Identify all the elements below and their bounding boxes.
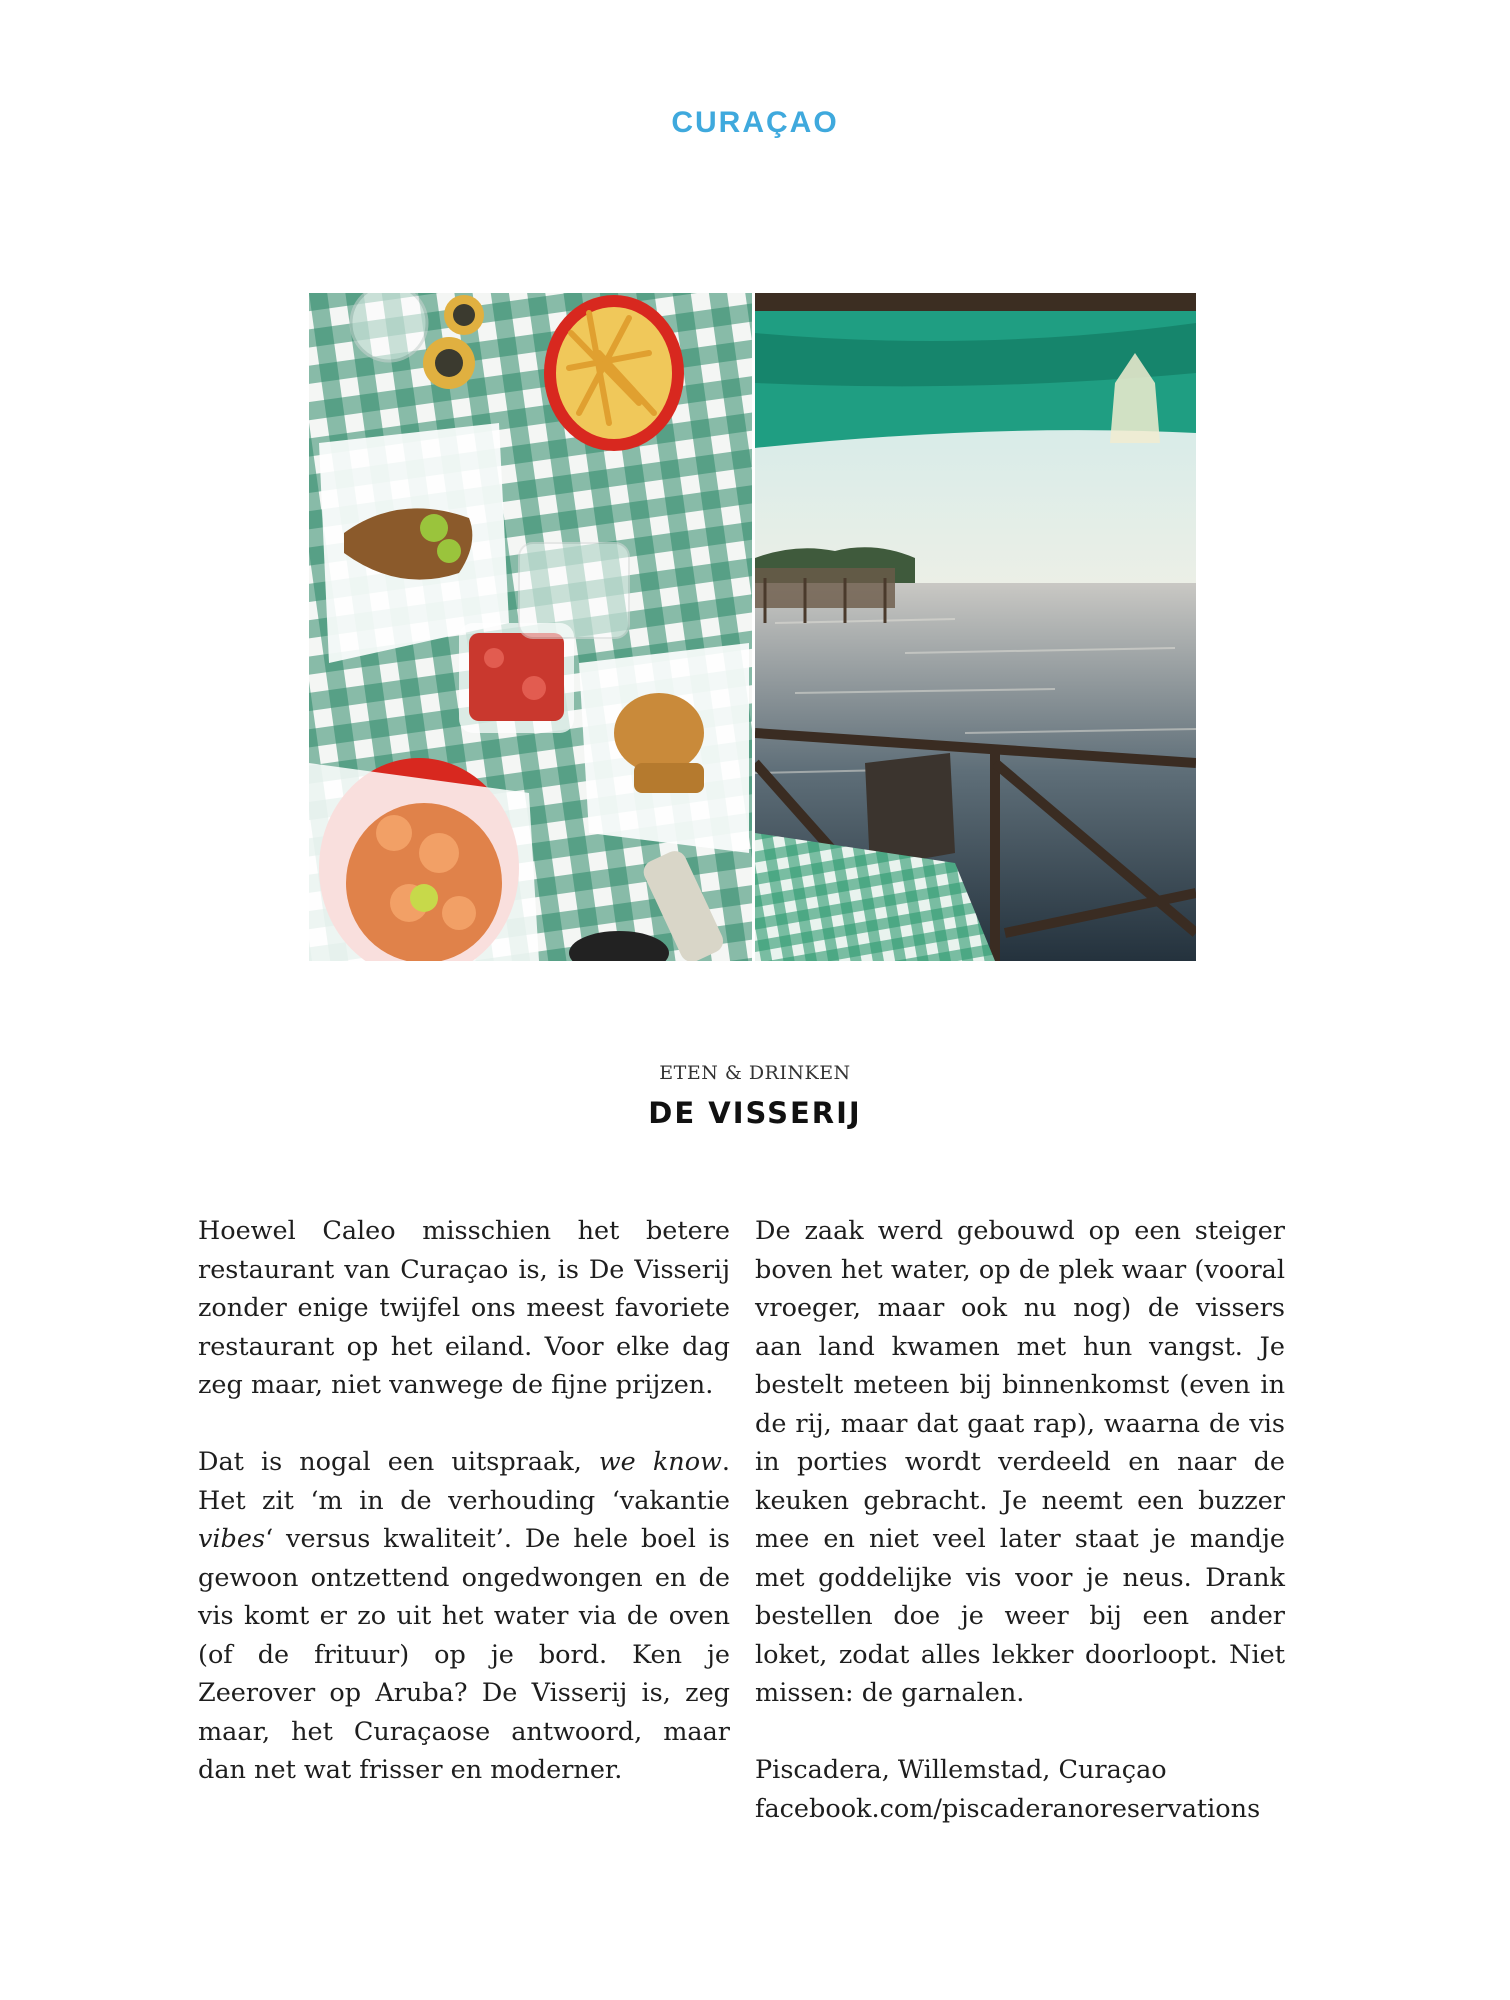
section-header: CURAÇAO <box>671 106 839 139</box>
article-column-left <box>198 1212 730 1828</box>
article-column-right <box>755 1212 1285 1828</box>
article-title: DE VISSERIJ <box>648 1096 862 1130</box>
paragraph-second: Dat is nogal een uitspraak, we know. Het zit ‘m in de verhouding ‘vakantie vibes‘ versus kwaliteit’. De hele boel is gewoon ontzettend ongedwongen en de vis komt er zo uit het water via de oven (of de frituur) op je bord. Ken je Zeerover op Aruba? De Visserij is, zeg maar, het Curaçaose antwoord, maar dan net wat frisser en moderner. <box>198 1447 730 1785</box>
food-table-photo <box>309 293 752 961</box>
photo-pair <box>309 293 1196 961</box>
paragraph-intro: Hoewel Caleo misschien het betere restaurant van Curaçao is, is De Visserij zonder enige twijfel ons meest favoriete restaurant op het eiland. Voor elke dag zeg maar, niet vanwege de fijne prijzen. <box>198 1216 730 1400</box>
facebook-link[interactable]: facebook.com/piscaderanoreservations <box>755 1793 1261 1824</box>
paragraph-third: De zaak werd gebouwd op een steiger boven het water, op de plek waar (vooral vroeger, maar ook nu nog) de vissers aan land kwamen met hun vangst. Je bestelt meteen bij binnenkomst (even in de rij, maar dat gaat rap), waarna de vis in porties wordt verdeeld en naar de keuken gebracht. Je neemt een buzzer mee en niet veel later staat je mandje met goddelijke vis voor je neus. Drank bestellen doe je weer bij een ander loket, zodat alles lekker doorloopt. Niet missen: de garnalen. <box>755 1216 1285 1708</box>
fries-basket <box>544 295 684 451</box>
fried-fish-plate <box>579 643 749 853</box>
food-table-illustration <box>309 293 752 961</box>
salad-container <box>459 623 574 733</box>
category-label: ETEN & DRINKEN <box>659 1062 851 1084</box>
waterfront-photo <box>755 293 1196 961</box>
waterfront-illustration <box>755 293 1196 961</box>
address: Piscadera, Willemstad, Curaçao <box>755 1755 1167 1785</box>
